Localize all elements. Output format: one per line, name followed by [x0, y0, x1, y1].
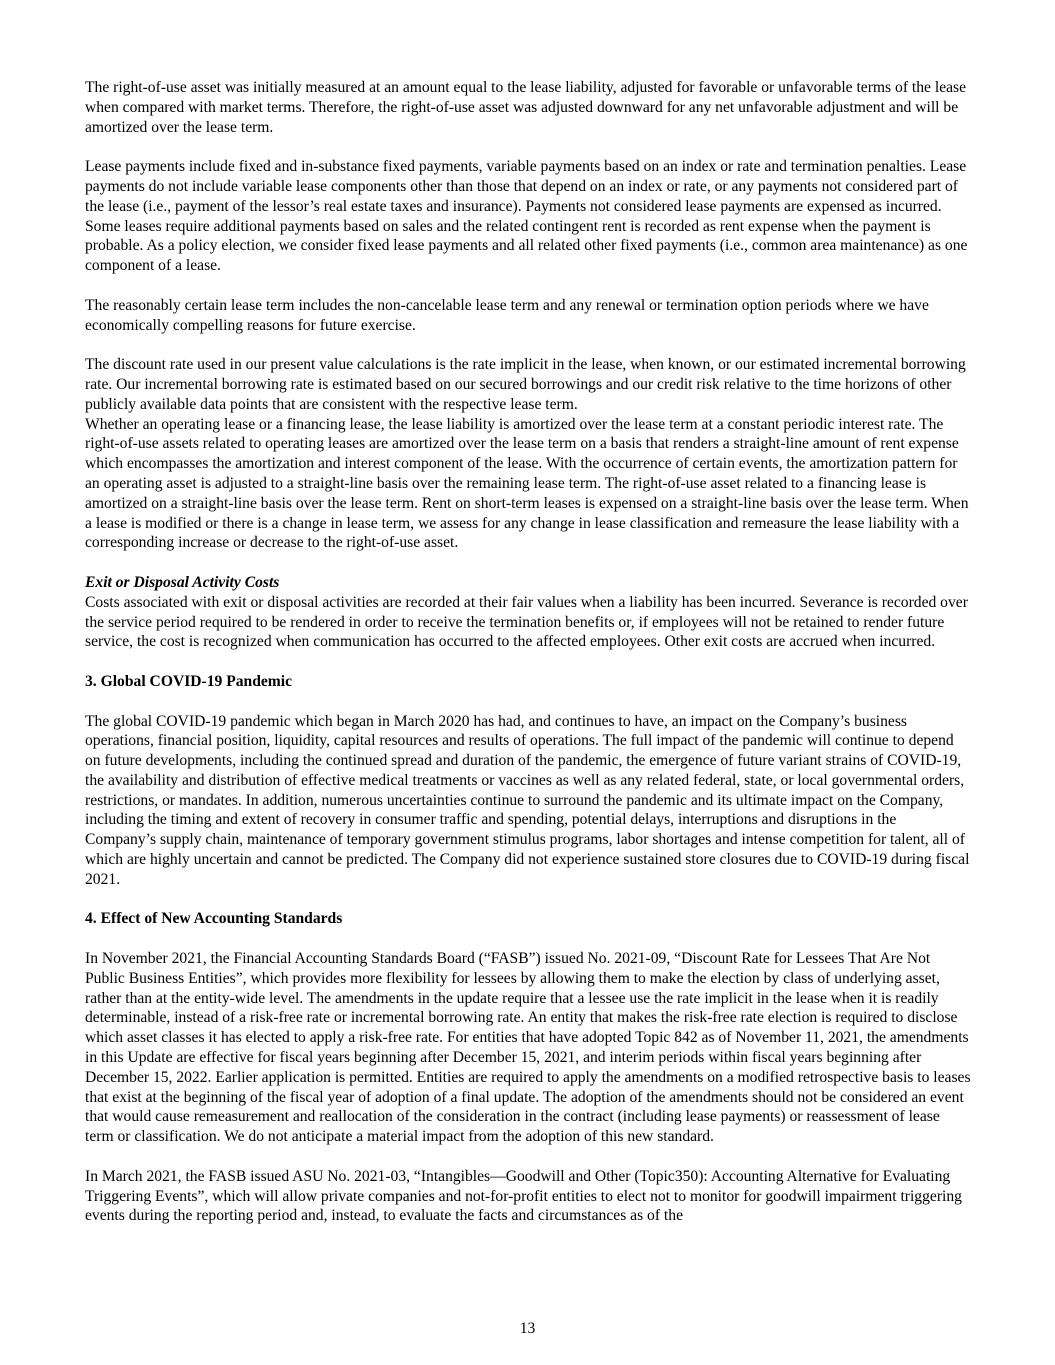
page-number: 13 — [519, 1320, 536, 1337]
exit-disposal-heading: Exit or Disposal Activity Costs — [85, 573, 280, 591]
accounting-standards-heading: 4. Effect of New Accounting Standards — [85, 910, 343, 928]
paragraph-rou-asset: The right-of-use asset was initially measured at an amount equal to the lease liability, adjusted for favorable or unfavorable terms of the lease when compared with market terms. Therefore, the right-of-use asset was adjusted downward for any net unfavorable adjustment and will be amortized over the lease term. — [85, 79, 967, 136]
paragraph-amortization: Whether an operating lease or a financing lease, the lease liability is amortized over the lease term at a constant periodic interest rate. The right-of-use assets related to operating leases are amortized over the lease term on a basis that renders a straight-line amount of rent expense which encompasses the amortization and interest component of the lease. With the occurrence of certain events, the amortization pattern for an operating asset is adjusted to a straight-line basis over the remaining lease term. The right-of-use asset related to a financing lease is amortized on a straight-line basis over the lease term. Rent on short-term leases is expensed on a straight-line basis over the lease term. When a lease is modified or there is a change in lease term, we assess for any change in lease classification and remeasure the lease liability with a corresponding increase or decrease to the right-of-use asset. — [85, 415, 969, 552]
covid-section-heading: 3. Global COVID-19 Pandemic — [85, 672, 293, 690]
paragraph-lease-payments: Lease payments include fixed and in-substance fixed payments, variable payments based on an index or rate and termination penalties. Lease payments do not include variable lease components other than those that depend on an index or rate, or any payments not considered part of the lease (i.e., payment of the lessor’s real estate taxes and insurance). Payments not considered lease payments are expensed as incurred. Some leases require additional payments based on sales and the related contingent rent is recorded as rent expense when the payment is probable. As a policy election, we consider fixed lease payments and all related other fixed payments (i.e., common area maintenance) as one component of a lease. — [85, 158, 968, 275]
paragraph-covid: The global COVID-19 pandemic which began in March 2020 has had, and continues to have, an impact on the Company’s business operations, financial position, liquidity, capital resources and results of operations. The full impact of the pandemic will continue to depend on future developments, including the continued spread and duration of the pandemic, the emergence of future variant strains of COVID-19, the availability and distribution of effective medical treatments or vaccines as well as any related federal, state, or local governmental orders, restrictions, or mandates. In addition, numerous uncertainties continue to surround the pandemic and its ultimate impact on the Company, including the timing and extent of recovery in consumer traffic and spending, potential delays, interruptions and disruptions in the Company’s supply chain, maintenance of temporary government stimulus programs, labor shortages and intense competition for talent, all of which are highly uncertain and cannot be predicted. The Company did not experience sustained store closures due to COVID-19 during fiscal 2021. — [85, 712, 970, 888]
paragraph-asu-2021-09: In November 2021, the Financial Accounting Standards Board (“FASB”) issued No. 2021-09, “Discount Rate for Lessees That Are Not Public Business Entities”, which provides more flexibility for lessees by allowing them to make the election by class of underlying asset, rather than at the entity-wide level. The amendments in the update require that a lessee use the rate implicit in the lease when it is readily determinable, instead of a risk-free rate or incremental borrowing rate. An entity that makes the risk-free rate election is required to disclose which asset classes it has elected to apply a risk-free rate. For entities that have adopted Topic 842 as of November 11, 2021, the amendments in this Update are effective for fiscal years beginning after December 15, 2021, and interim periods within fiscal years beginning after December 15, 2022. Earlier application is permitted. Entities are required to apply the amendments on a modified retrospective basis to leases that exist at the beginning of the fiscal year of adoption of a final update. The adoption of the amendments should not be considered an event that would cause remeasurement and reallocation of the consideration in the contract (including lease payments) or reassessment of lease term or classification. We do not anticipate a material impact from the adoption of this new standard. — [85, 950, 971, 1146]
paragraph-lease-term: The reasonably certain lease term includes the non-cancelable lease term and any renewal or termination option periods where we have economically compelling reasons for future exercise. — [85, 296, 929, 334]
paragraph-discount-rate: The discount rate used in our present value calculations is the rate implicit in the lease, when known, or our estimated incremental borrowing rate. Our incremental borrowing rate is estimated based on our secured borrowings and our credit risk relative to the time horizons of other publicly available data points that are consistent with the respective lease term. — [85, 356, 966, 413]
paragraph-asu-2021-03: In March 2021, the FASB issued ASU No. 2021-03, “Intangibles—Goodwill and Other (Topic350): Accounting Alternative for Evaluating Triggering Events”, which will allow private companies and not-for-profit entities to elect not to monitor for goodwill impairment triggering events during the reporting period and, instead, to evaluate the facts and circumstances as of the — [85, 1167, 962, 1225]
document-body — [85, 78, 971, 1226]
paragraph-exit-disposal: Costs associated with exit or disposal activities are recorded at their fair values when a liability has been incurred. Severance is recorded over the service period required to be rendered in order to receive the termination benefits or, if employees will not be retained to render future service, the cost is recognized when communication has occurred to the affected employees. Other exit costs are accrued when incurred. — [85, 593, 968, 651]
